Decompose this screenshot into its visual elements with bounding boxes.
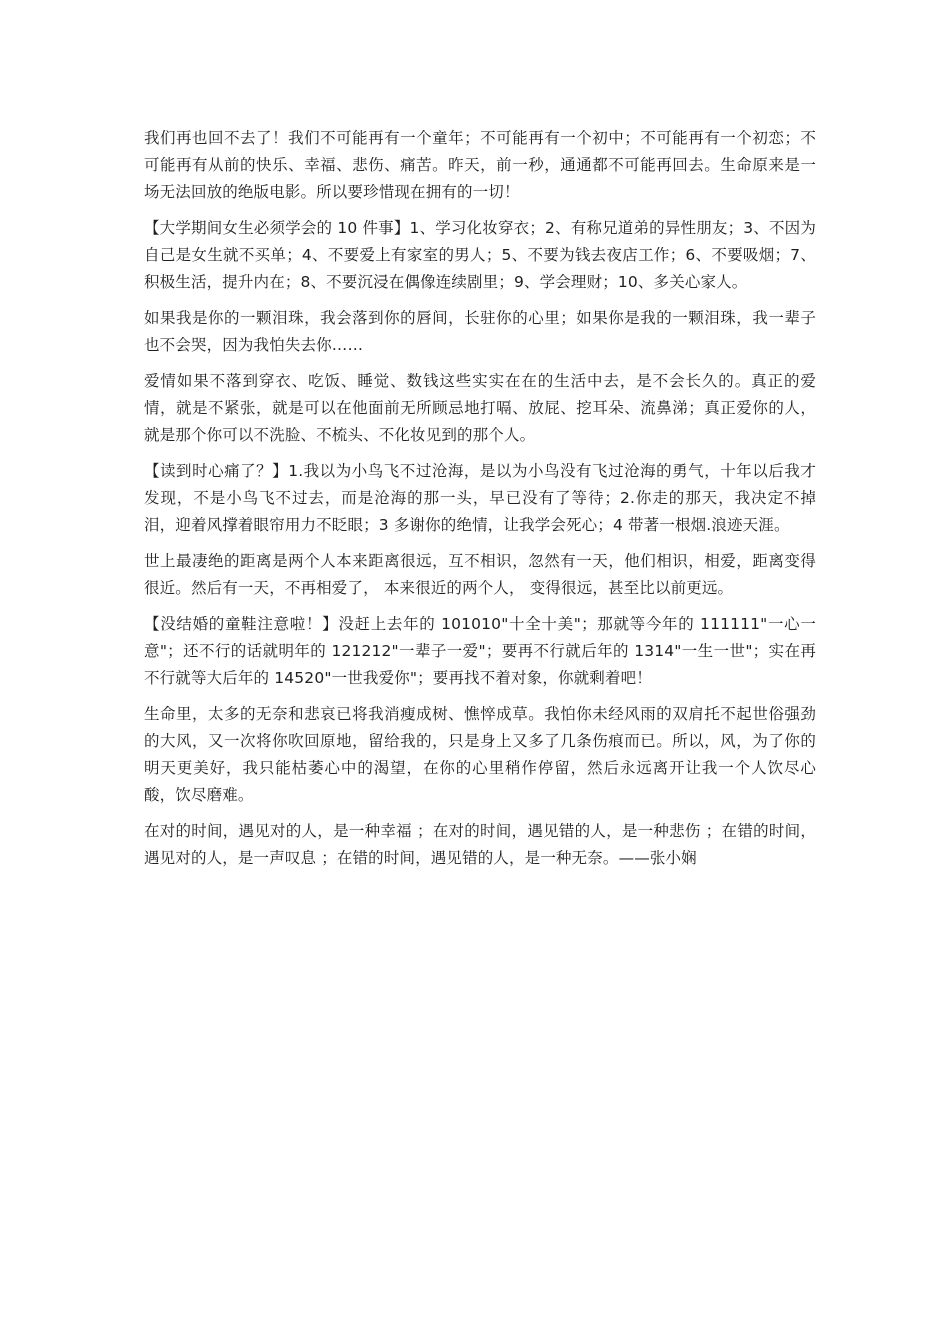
document-body xyxy=(144,125,816,881)
paragraph-right-time-quote: 在对的时间，遇见对的人，是一种幸福 ；在对的时间，遇见错的人，是一种悲伤 ；在错的时间，遇见对的人，是一声叹息 ；在错的时间，遇见错的人，是一种无奈。——张小娴 xyxy=(144,822,816,867)
paragraph-ten-things-for-girls: 【大学期间女生必须学会的 10 件事】1、学习化妆穿衣；2、有称兄道弟的异性朋友；3、不因为自己是女生就不买单；4、不要爱上有家室的男人；5、不要为钱去夜店工作；6、不要吸烟；7、积极生活，提升内在；8、不要沉浸在偶像连续剧里；9、学会理财；10、多关心家人。 xyxy=(144,219,816,291)
paragraph-wind: 生命里，太多的无奈和悲哀已将我消瘦成树、憔悴成草。我怕你未经风雨的双肩托不起世俗强劲的大风，又一次将你吹回原地，留给我的，只是身上又多了几条伤痕而已。所以，风，为了你的明天更美好，我只能枯萎心中的渴望，在你的心里稍作停留，然后永远离开让我一个人饮尽心酸，饮尽磨难。 xyxy=(144,705,816,804)
paragraph-teardrop: 如果我是你的一颗泪珠，我会落到你的唇间，长驻你的心里；如果你是我的一颗泪珠，我一辈子也不会哭，因为我怕失去你…… xyxy=(144,309,816,354)
paragraph-cannot-go-back: 我们再也回不去了！我们不可能再有一个童年；不可能再有一个初中；不可能再有一个初恋；不可能再有从前的快乐、幸福、悲伤、痛苦。昨天，前一秒，通通都不可能再回去。生命原来是一场无法回放的绝版电影。所以要珍惜现在拥有的一切！ xyxy=(144,129,816,201)
paragraph-true-love: 爱情如果不落到穿衣、吃饭、睡觉、数钱这些实实在在的生活中去，是不会长久的。真正的爱情，就是不紧张，就是可以在他面前无所顾忌地打嗝、放屁、挖耳朵、流鼻涕；真正爱你的人，就是那个你可以不洗脸、不梳头、不化妆见到的那个人。 xyxy=(144,372,816,444)
paragraph-marriage-dates: 【没结婚的童鞋注意啦！】没赶上去年的 101010"十全十美"；那就等今年的 111111"一心一意"；还不行的话就明年的 121212"一辈子一爱"；要再不行就后年的 1314"一生一世"；实在再不行就等大后年的 14520"一世我爱你"；要再找不着对象，你就剩着吧！ xyxy=(144,615,816,687)
paragraph-distance: 世上最凄绝的距离是两个人本来距离很远，互不相识，忽然有一天，他们相识，相爱，距离变得很近。然后有一天，不再相爱了， 本来很近的两个人， 变得很远，甚至比以前更远。 xyxy=(144,552,816,597)
paragraph-heartache: 【读到时心痛了？】1.我以为小鸟飞不过沧海，是以为小鸟没有飞过沧海的勇气，十年以后我才发现，不是小鸟飞不过去，而是沧海的那一头，早已没有了等待；2.你走的那天，我决定不掉泪，迎着风撑着眼帘用力不眨眼；3 多谢你的绝情，让我学会死心；4 带著一根烟.浪迹天涯。 xyxy=(144,462,816,534)
